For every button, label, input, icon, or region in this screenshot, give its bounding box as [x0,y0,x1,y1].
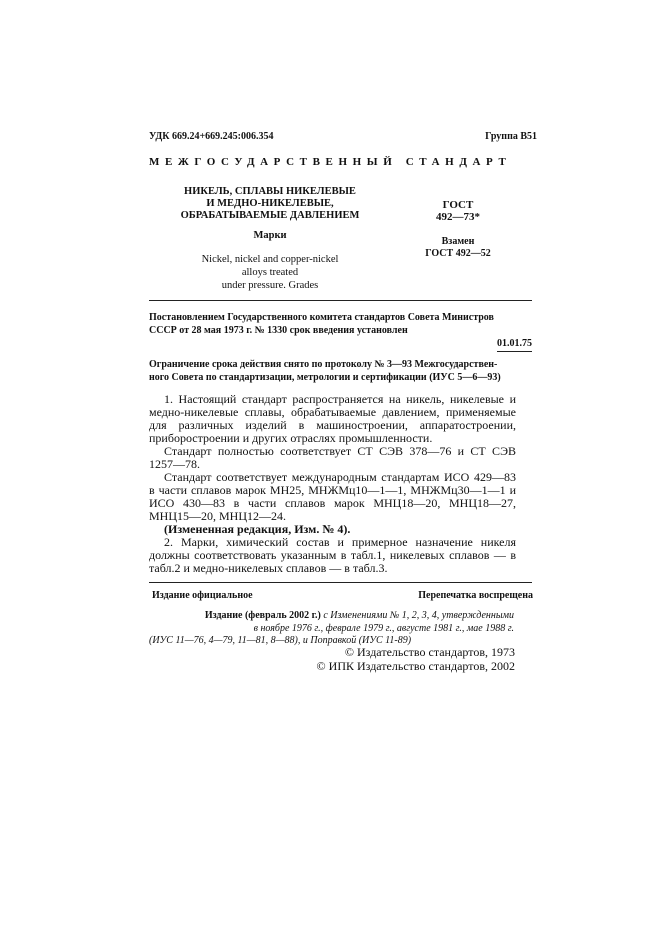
copyright-2002: © ИПК Издательство стандартов, 2002 [316,659,515,673]
reprint-notice: Перепечатка воспрещена [418,590,533,601]
gost-number: 492—73* [436,211,480,223]
decree-text [149,311,532,337]
limitation-line-1: Ограничение срока действия снято по протоколу № 3—93 Межгосударствен- [149,359,498,370]
standard-type: МЕЖГОСУДАРСТВЕННЫЙ СТАНДАРТ [149,156,512,168]
edition-line-3: (ИУС 11—76, 4—79, 11—81, 8—88), и Поправкой (ИУС 11-89) [149,635,412,646]
copyright-block [280,645,515,673]
edition-amendments: с Изменениями № 1, 2, 3, 4, утвержденными [320,610,514,621]
english-title-line-2: alloys treated [241,267,299,278]
paragraph-scope: 1. Настоящий стандарт распространяется на никель, никелевые и медно-никелевые сплавы, обрабатываемые давлением, применяемые для различных изделий в машиностроении, аппаратостроении, приборостроении и других отраслях промышленности. [149,392,516,445]
gost-label: ГОСТ [442,199,474,211]
decree-line-1: Постановлением Государственного комитета стандартов Совета Министров [149,312,494,323]
bottom-divider [149,582,532,583]
document-body [149,393,516,575]
edition-date: Издание (февраль 2002 г.) [204,610,321,621]
official-edition: Издание официальное [152,590,253,601]
title-line-1: НИКЕЛЬ, СПЛАВЫ НИКЕЛЕВЫЕ [184,186,356,197]
top-divider [149,300,532,301]
document-subtitle: Марки [253,230,287,241]
title-line-2: И МЕДНО-НИКЕЛЕВЫЕ, [206,198,334,209]
replaces-label: Взамен [441,236,475,247]
paragraph-sev-compliance: Стандарт полностью соответствует СТ СЭВ 378—76 и СТ СЭВ 1257—78. [149,444,516,471]
replaces-number: ГОСТ 492—52 [425,248,491,259]
paragraph-grades: 2. Марки, химический состав и примерное назначение никеля должны соответствовать указанным в табл.1, никелевых сплавов — в табл.2 и медно-никелевых сплавов — в табл.3. [149,535,516,575]
limitation-line-2: ного Совета по стандартизации, метрологии и сертификации (ИУС 5—6—93) [149,372,501,383]
udk-code: УДК 669.24+669.245:006.354 [149,131,274,142]
copyright-1973: © Издательство стандартов, 1973 [344,645,515,659]
title-line-3: ОБРАБАТЫВАЕМЫЕ ДАВЛЕНИЕМ [180,210,360,221]
edition-info [149,610,514,635]
limitation-text [149,358,532,384]
edition-line-2: в ноябре 1976 г., феврале 1979 г., августе 1981 г., мае 1988 г. [253,622,514,634]
gost-designation [408,199,508,223]
group-code: Группа В51 [485,131,537,142]
decree-line-2: СССР от 28 мая 1973 г. № 1330 срок введения установлен [149,325,408,336]
english-title-line-3: under pressure. Grades [221,280,319,291]
paragraph-amendment-note: (Измененная редакция, Изм. № 4). [164,522,351,536]
replaces-designation [408,236,508,260]
english-title [150,253,390,292]
document-title [160,186,380,222]
edition-line-1 [149,610,514,623]
effective-date: 01.01.75 [497,337,532,352]
paragraph-iso-compliance: Стандарт соответствует международным стандартам ИСО 429—83 в части сплавов марок МН25, МНЖМц10—1—1, МНЖМц30—1—1 и ИСО 430—83 в части сплавов марок МНЦ18—20, МНЦ18—27, МНЦ15—20, МНЦ12—24. [149,470,516,523]
english-title-line-1: Nickel, nickel and copper-nickel [201,254,339,265]
